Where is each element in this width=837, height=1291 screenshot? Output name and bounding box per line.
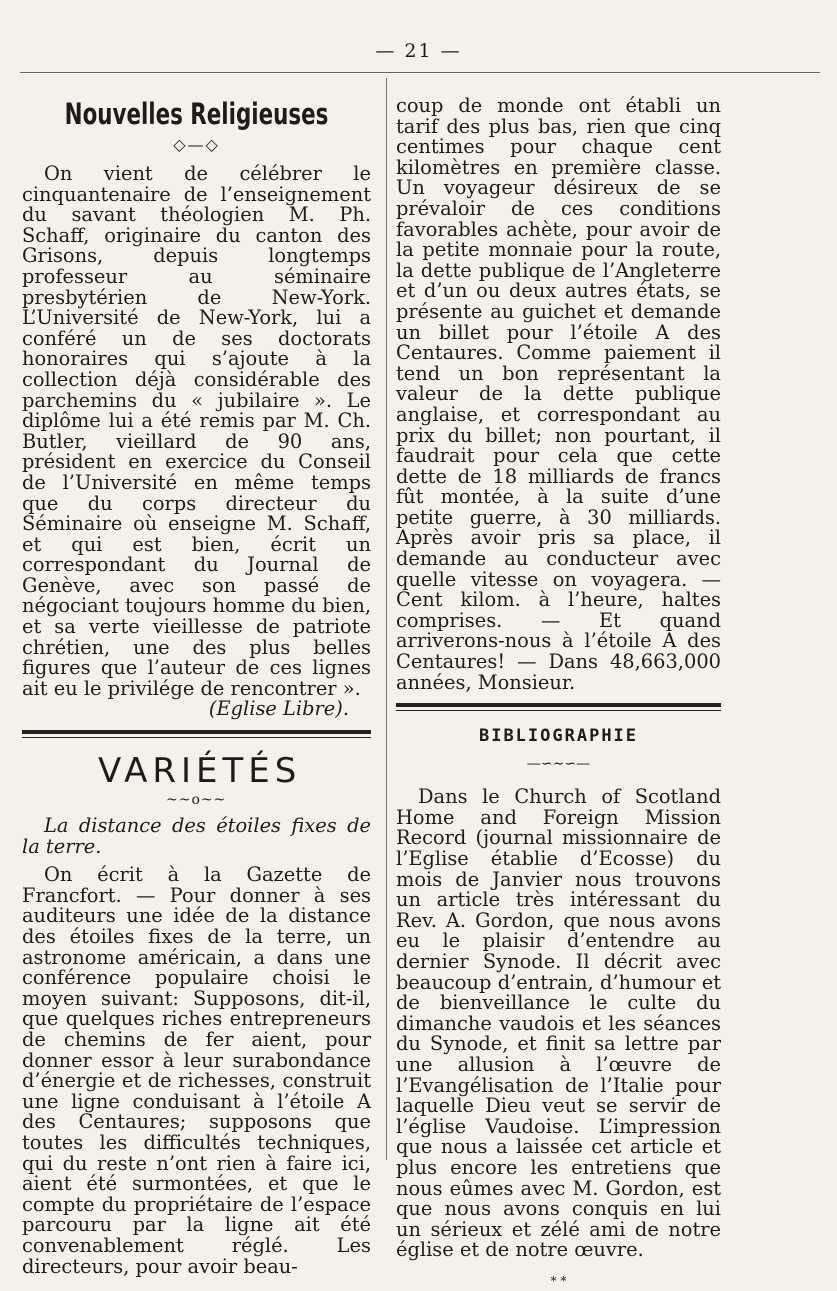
varietes-ornament: ~~o~~ <box>166 792 227 809</box>
article-subtitle: La distance des étoiles fixes de la terre. <box>22 814 371 858</box>
section-rule-thin <box>22 737 371 738</box>
section-heading-bibliographie: BIBLIOGRAPHIE <box>478 726 639 747</box>
heading-ornament: ◇—◇ <box>173 135 220 154</box>
closing-asterisks: * * <box>550 1273 567 1288</box>
section-heading-nouvelles: Nouvelles Religieuses <box>64 97 329 131</box>
column-divider <box>386 78 387 1160</box>
left-column <box>22 96 371 1277</box>
article-attribution: (Eglise Libre). <box>208 697 349 721</box>
section-heading-varietes: VARIÉTÉS <box>98 751 302 792</box>
right-column <box>396 96 721 1291</box>
section-rule-thick <box>22 730 371 734</box>
article-paragraph: On vient de célébrer le cinquantenaire de l’enseignement du savant théologien M. Ph. Schaff, originaire du canton des Grisons, depuis longtemps professeur au séminaire presbytérien de New-York. L’Université de New-York, lui a conféré un de ses doctorats honoraires qui s’ajoute à la collection déjà considérable des parchemins du « jubilaire ». Le diplôme lui a été remis par M. Ch. Butler, vieillard de 90 ans, président en exercice du Conseil de l’Université en même temps que du corps directeur du Séminaire où enseigne M. Schaff, et qui est bien, écrit un correspondant du Journal de Genève, avec son passé de négociant toujours homme du bien, et sa verte vieillesse de patriote chrétien, une des plus belles figures que l’auteur de ces lignes ait eu le privilége de rencontrer ». <box>22 162 372 700</box>
article-continuation: coup de monde ont établi un tarif des plus bas, rien que cinq centimes pour chaque cent kilomètres en première classe. Un voyageur désireux de se prévaloir de ces conditions favorables achète, pour avoir de la petite monnaie pour la route, la dette publique de l’Angleterre et d’un ou deux autres états, se présente au guichet et demande un billet pour l’étoile A des Centaures. Comme paiement il tend un bon représentant la valeur de la dette publique anglaise, et correspondant au prix du billet; non pourtant, il faudrait pour cela que cette dette de 18 milliards de francs fût montée, à la suite d’une petite guerre, à 30 milliards. Après avoir pris sa place, il demande au conducteur avec quelle vitesse on voyagera. — Cent kilom. à l’heure, haltes comprises. — Et quand arriverons-nous à l’étoile A des Centaures! — Dans 48,663,000 années, Monsieur. <box>396 94 721 694</box>
bibliographie-ornament: —∽∼∽— <box>526 756 591 773</box>
article-paragraph: Dans le Church of Scotland Home and Foreign Mission Record (journal missionnaire de l’Eglise établie d’Ecosse) du mois de Janvier nous trouvons un article très intéressant du Rev. A. Gordon, que nous avons eu le plaisir d’entendre au dernier Synode. Il décrit avec beaucoup d’entrain, d’humour et de bienveillance le culte du dimanche vaudois et les séances du Synode, et finit sa lettre par une allusion à l’œuvre de l’Evangélisation de l’Italie pour laquelle Dieu veut se servir de l’église Vaudoise. L’impression que nous a laissée cet article et plus encore les entretiens que nous eûmes avec M. Gordon, est que nous avons conquis en lui un sérieux et zélé ami de notre église et de notre œuvre. <box>396 785 721 1262</box>
section-rule-thin <box>396 710 721 711</box>
page-number: — 21 — <box>375 40 462 62</box>
article-paragraph: On écrit à la Gazette de Francfort. — Pour donner à ses auditeurs une idée de la distance des étoiles fixes de la terre, un astronome américain, a dans une conférence populaire choisi le moyen suivant: Supposons, dit-il, que quelques riches entrepreneurs de chemins de fer aient, pour donner essor à leur surabondance d’énergie et de richesses, construit une ligne conduisant à l’étoile A des Centaures; supposons que toutes les difficultés techniques, qui du reste n’ont rien à faire ici, aient été surmontées, et que le compte du propriétaire de l’espace parcouru par la ligne ait été convenablement réglé. Les directeurs, pour avoir beau- <box>22 863 371 1278</box>
section-rule-thick <box>396 703 721 707</box>
header-rule <box>20 72 820 73</box>
